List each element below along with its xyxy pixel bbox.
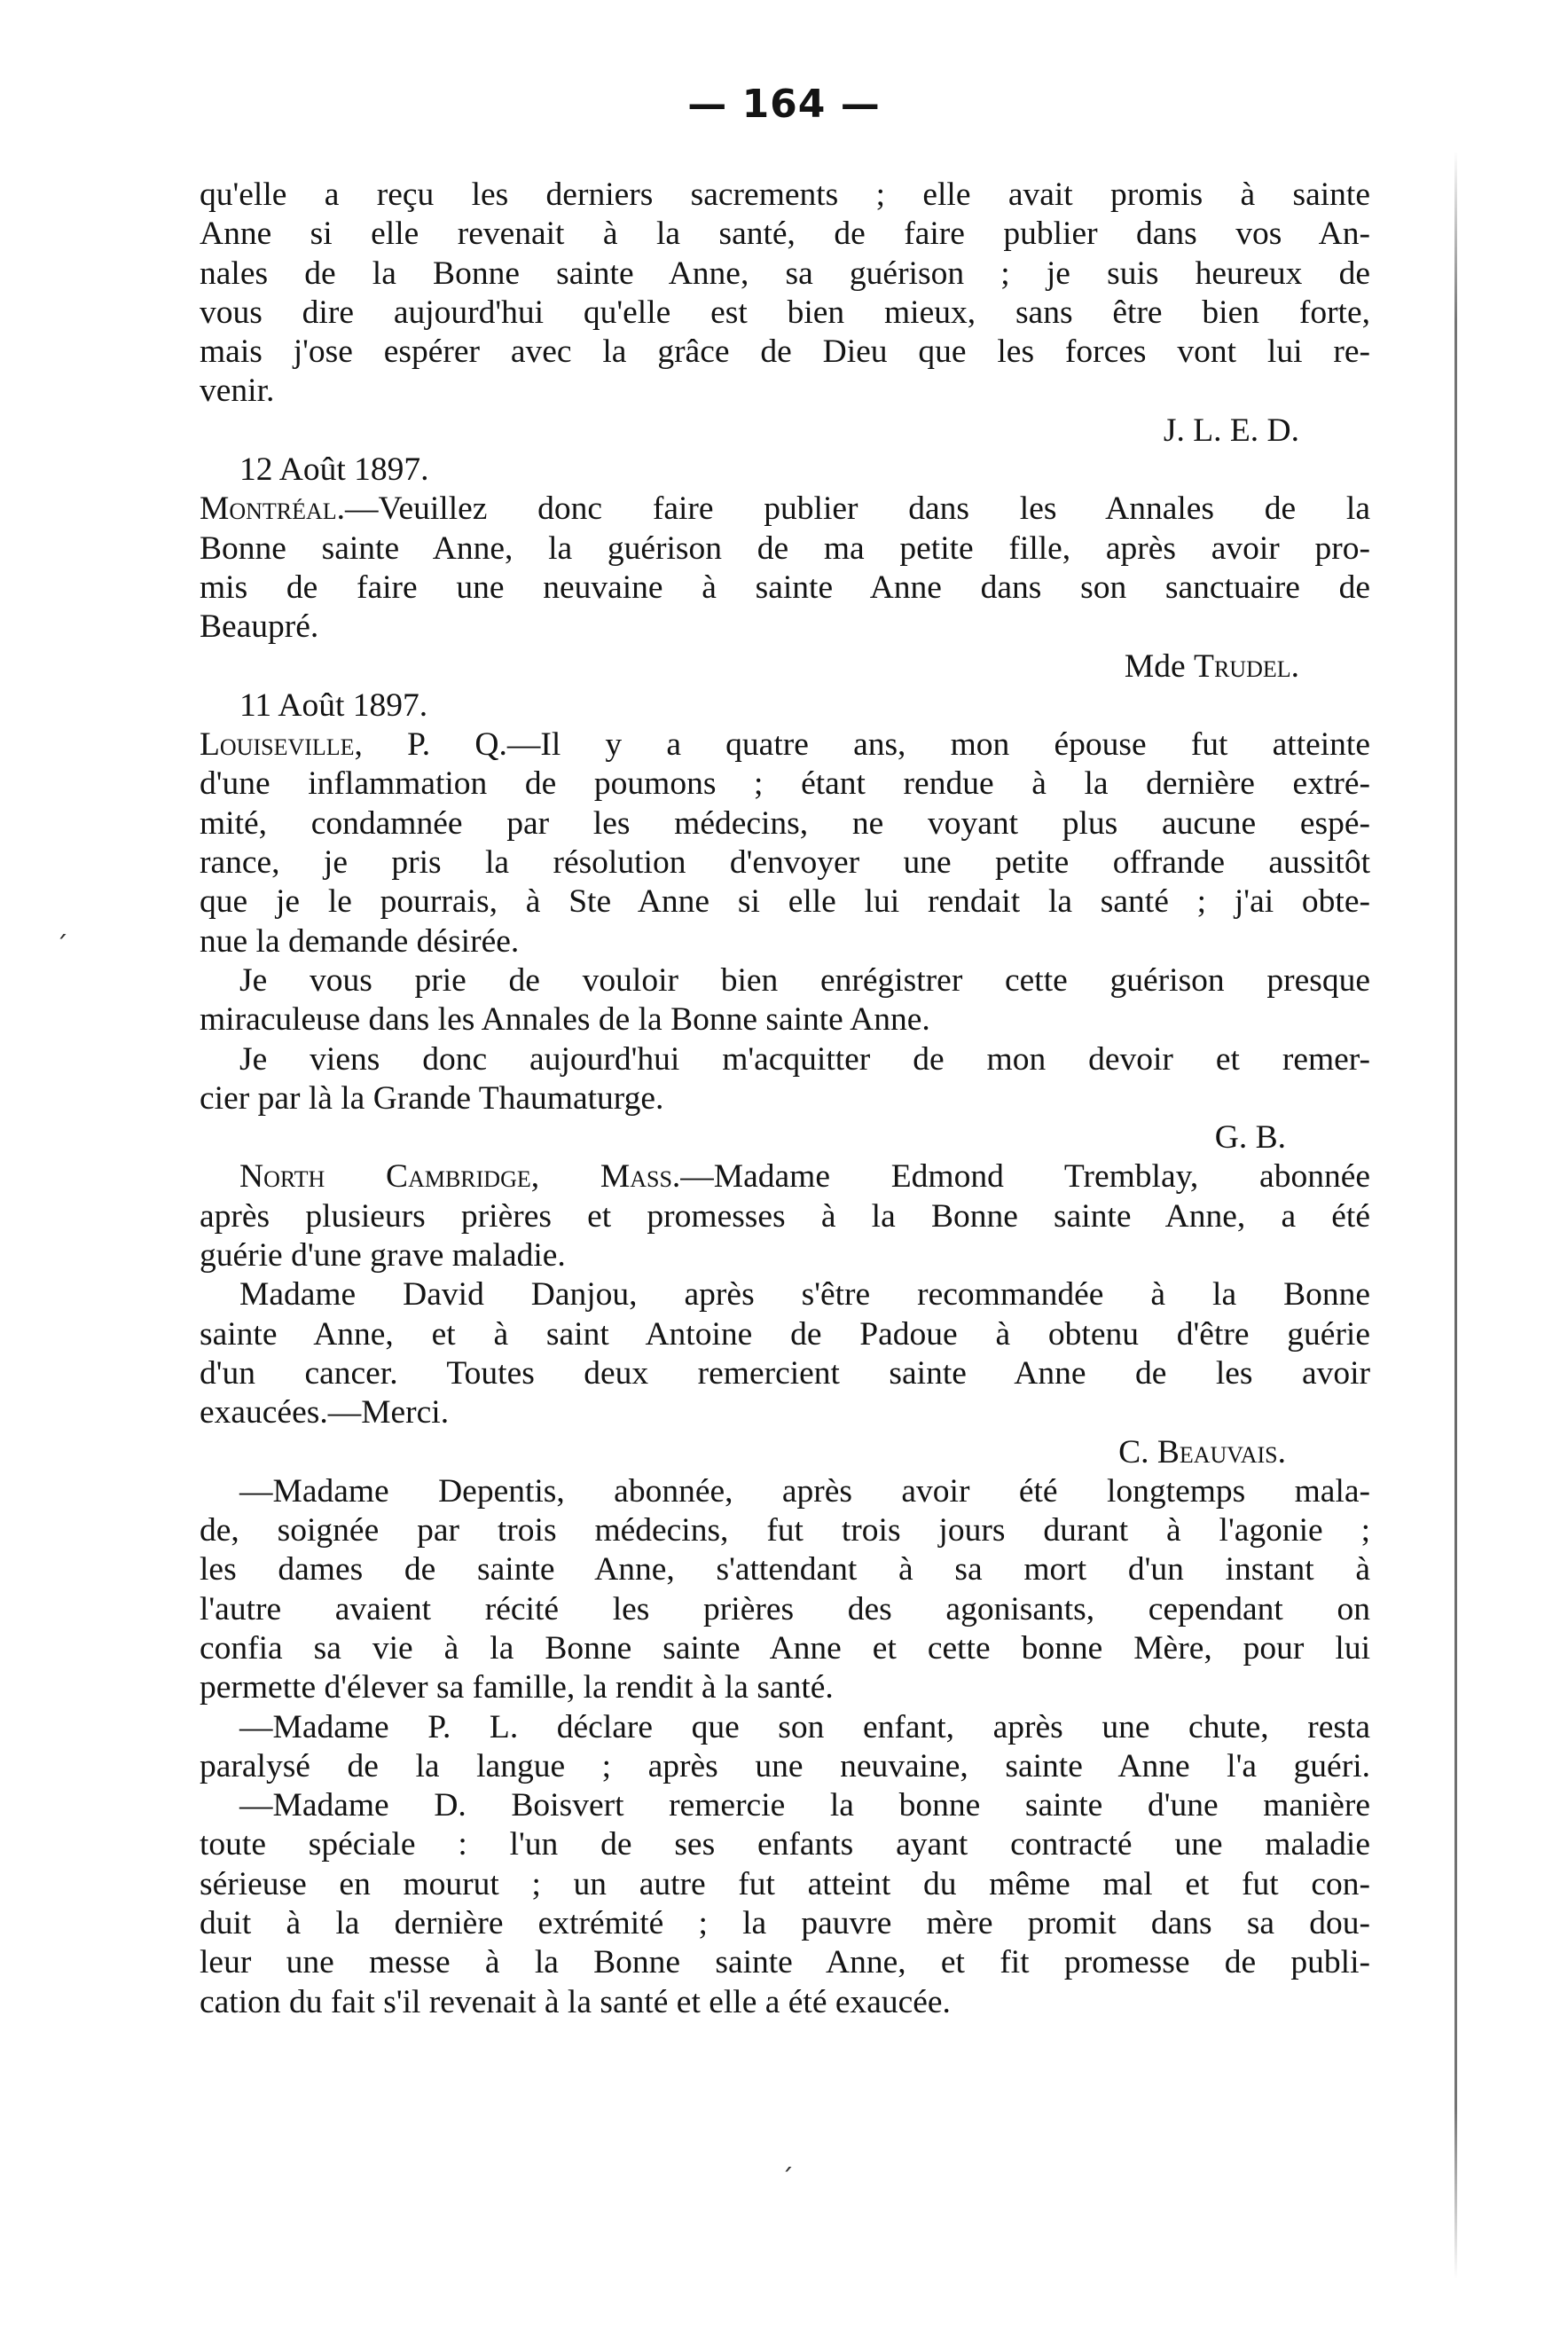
text-line: d'une inflammation de poumons ; étant rendue à la dernière extré- bbox=[200, 765, 1370, 803]
text-line: Bonne sainte Anne, la guérison de ma petite fille, après avoir pro- bbox=[200, 529, 1370, 567]
text-line: toute spéciale : l'un de ses enfants ayant contracté une maladie bbox=[200, 1826, 1370, 1863]
text-line: cier par là la Grande Thaumaturge. bbox=[200, 1079, 664, 1117]
text-line: Anne si elle revenait à la santé, de faire publier dans vos An- bbox=[200, 216, 1370, 253]
text-line: rance, je pris la résolution d'envoyer une petite offrande aussitôt bbox=[200, 844, 1370, 882]
text-line: sainte Anne, et à saint Antoine de Padoue à obtenu d'être guérie bbox=[200, 1315, 1370, 1353]
signature: J. L. E. D. bbox=[1163, 412, 1299, 449]
place-name: Montréal. bbox=[200, 490, 346, 528]
text-line: vous dire aujourd'hui qu'elle est bien mieux, sans être bien forte, bbox=[200, 294, 1370, 331]
signature: Mde Trudel. bbox=[1124, 647, 1299, 685]
signature: C. Beauvais. bbox=[1118, 1433, 1286, 1471]
text-line: mis de faire une neuvaine à sainte Anne dans son sanctuaire de bbox=[200, 569, 1370, 606]
text-line: nue la demande désirée. bbox=[200, 922, 520, 960]
text-line: sérieuse en mourut ; un autre fut atteint du même mal et fut con- bbox=[200, 1865, 1370, 1902]
text-line: Beaupré. bbox=[200, 608, 319, 646]
text-line: Montréal.—Veuillez donc faire publier dans les Annales de la bbox=[200, 490, 1370, 528]
text-line: qu'elle a reçu les derniers sacrements ; elle avait promis à sainte bbox=[200, 176, 1370, 213]
entry-date: 11 Août 1897. bbox=[239, 686, 428, 724]
text-line: nales de la Bonne sainte Anne, sa guérison ; je suis heureux de bbox=[200, 255, 1370, 292]
text-line: après plusieurs prières et promesses à la Bonne sainte Anne, a été bbox=[200, 1197, 1370, 1235]
text-line: d'un cancer. Toutes deux remercient sainte Anne de les avoir bbox=[200, 1354, 1370, 1392]
place-name: Louiseville, P. Q. bbox=[200, 726, 507, 764]
text-line: —Madame D. Boisvert remercie la bonne sainte d'une manière bbox=[239, 1787, 1370, 1824]
text-line: de, soignée par trois médecins, fut trois jours durant à l'agonie ; bbox=[200, 1512, 1370, 1549]
text-line: Je viens donc aujourd'hui m'acquitter de mon devoir et remer- bbox=[239, 1040, 1370, 1078]
text-line: cation du fait s'il revenait à la santé et elle a été exaucée. bbox=[200, 1983, 951, 2020]
text-line: duit à la dernière extrémité ; la pauvre mère promit dans sa dou- bbox=[200, 1905, 1370, 1942]
text-line: que je le pourrais, à Ste Anne si elle lui rendait la santé ; j'ai obte- bbox=[200, 883, 1370, 921]
text-line: mité, condamnée par les médecins, ne voyant plus aucune espé- bbox=[200, 804, 1370, 842]
stray-mark: ˊ bbox=[780, 2164, 794, 2195]
text-line: miraculeuse dans les Annales de la Bonne sainte Anne. bbox=[200, 1001, 930, 1039]
text-line: leur une messe à la Bonne sainte Anne, et fit promesse de publi- bbox=[200, 1944, 1370, 1981]
page-edge-rule bbox=[1454, 151, 1457, 2279]
text-line: exaucées.—Merci. bbox=[200, 1394, 450, 1431]
text-line: Louiseville, P. Q.—Il y a quatre ans, mon épouse fut atteinte bbox=[200, 726, 1370, 764]
entry-date: 12 Août 1897. bbox=[239, 451, 429, 489]
text-line: —Madame Depentis, abonnée, après avoir été longtemps mala- bbox=[239, 1472, 1370, 1510]
text-line: paralysé de la langue ; après une neuvaine, sainte Anne l'a guéri. bbox=[200, 1747, 1370, 1784]
text-line: North Cambridge, Mass.—Madame Edmond Tremblay, abonnée bbox=[239, 1158, 1370, 1196]
text-line: mais j'ose espérer avec la grâce de Dieu que les forces vont lui re- bbox=[200, 333, 1370, 371]
text-line: l'autre avaient récité les prières des agonisants, cependant on bbox=[200, 1590, 1370, 1627]
text-line: Madame David Danjou, après s'être recommandée à la Bonne bbox=[239, 1276, 1370, 1314]
stray-mark: ˊ bbox=[55, 931, 68, 962]
text-line: Je vous prie de vouloir bien enrégistrer cette guérison presque bbox=[239, 961, 1370, 999]
text-line: permette d'élever sa famille, la rendit à la santé. bbox=[200, 1669, 834, 1706]
signature: G. B. bbox=[1214, 1119, 1286, 1157]
text-line: les dames de sainte Anne, s'attendant à sa mort d'un instant à bbox=[200, 1551, 1370, 1588]
article-text bbox=[200, 176, 1370, 2022]
text-line: venir. bbox=[200, 373, 275, 410]
text-line: confia sa vie à la Bonne sainte Anne et cette bonne Mère, pour lui bbox=[200, 1629, 1370, 1667]
place-name: North Cambridge, Mass. bbox=[239, 1158, 681, 1196]
page-number: — 164 — bbox=[687, 82, 881, 127]
text-line: guérie d'une grave maladie. bbox=[200, 1237, 566, 1274]
text-line: —Madame P. L. déclare que son enfant, après une chute, resta bbox=[239, 1708, 1370, 1745]
